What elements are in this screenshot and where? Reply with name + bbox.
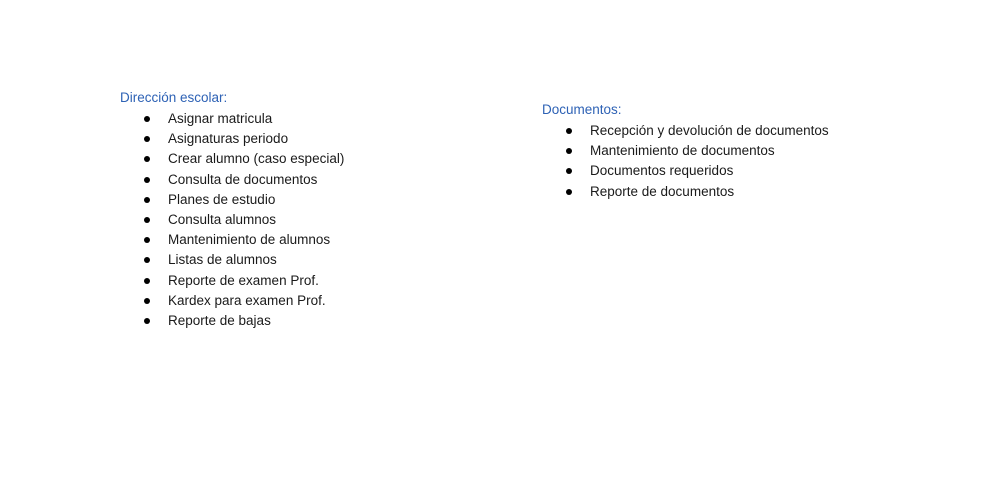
bullet-list <box>542 121 829 202</box>
list-item-label: Consulta alumnos <box>168 211 277 227</box>
list-item <box>542 182 829 202</box>
list-item-label: Documentos requeridos <box>590 163 734 179</box>
list-item <box>120 170 344 190</box>
list-item-label: Consulta de documentos <box>168 171 318 187</box>
bullet-icon <box>144 237 150 243</box>
list-item-label: Reporte de documentos <box>590 183 735 199</box>
list-item <box>120 210 344 230</box>
list-item-label: Mantenimiento de alumnos <box>168 232 331 248</box>
bullet-icon <box>144 318 150 324</box>
list-item <box>120 149 344 169</box>
list-item-label: Kardex para examen Prof. <box>168 292 326 308</box>
list-item <box>542 121 829 141</box>
bullet-icon <box>144 116 150 122</box>
bullet-icon <box>144 257 150 263</box>
list-item <box>542 141 829 161</box>
list-item <box>120 129 344 149</box>
bullet-icon <box>144 156 150 162</box>
list-item-label: Reporte de examen Prof. <box>168 272 319 288</box>
list-item-label: Planes de estudio <box>168 191 276 207</box>
list-item-label: Crear alumno (caso especial) <box>168 151 345 167</box>
bullet-icon <box>566 189 572 195</box>
list-item-label: Asignaturas periodo <box>168 131 289 147</box>
bullet-icon <box>144 278 150 284</box>
list-item <box>120 311 344 331</box>
bullet-icon <box>144 217 150 223</box>
list-item <box>120 109 344 129</box>
section-direccion-escolar <box>120 89 344 331</box>
section-documentos <box>542 101 829 202</box>
list-item <box>120 271 344 291</box>
list-item-label: Reporte de bajas <box>168 312 271 328</box>
bullet-icon <box>144 177 150 183</box>
bullet-icon <box>566 128 572 134</box>
list-item-label: Listas de alumnos <box>168 252 277 268</box>
list-item-label: Mantenimiento de documentos <box>590 143 775 159</box>
list-item <box>120 250 344 270</box>
bullet-icon <box>144 197 150 203</box>
list-item <box>120 230 344 250</box>
bullet-icon <box>566 168 572 174</box>
bullet-icon <box>144 136 150 142</box>
list-item <box>120 291 344 311</box>
list-item <box>542 161 829 181</box>
bullet-icon <box>144 298 150 304</box>
list-item-label: Recepción y devolución de documentos <box>590 123 829 138</box>
bullet-icon <box>566 148 572 154</box>
list-item <box>120 190 344 210</box>
list-item-label: Asignar matricula <box>168 111 273 126</box>
bullet-list <box>120 109 344 331</box>
section-title: Dirección escolar: <box>120 90 228 105</box>
section-title: Documentos: <box>542 102 622 117</box>
